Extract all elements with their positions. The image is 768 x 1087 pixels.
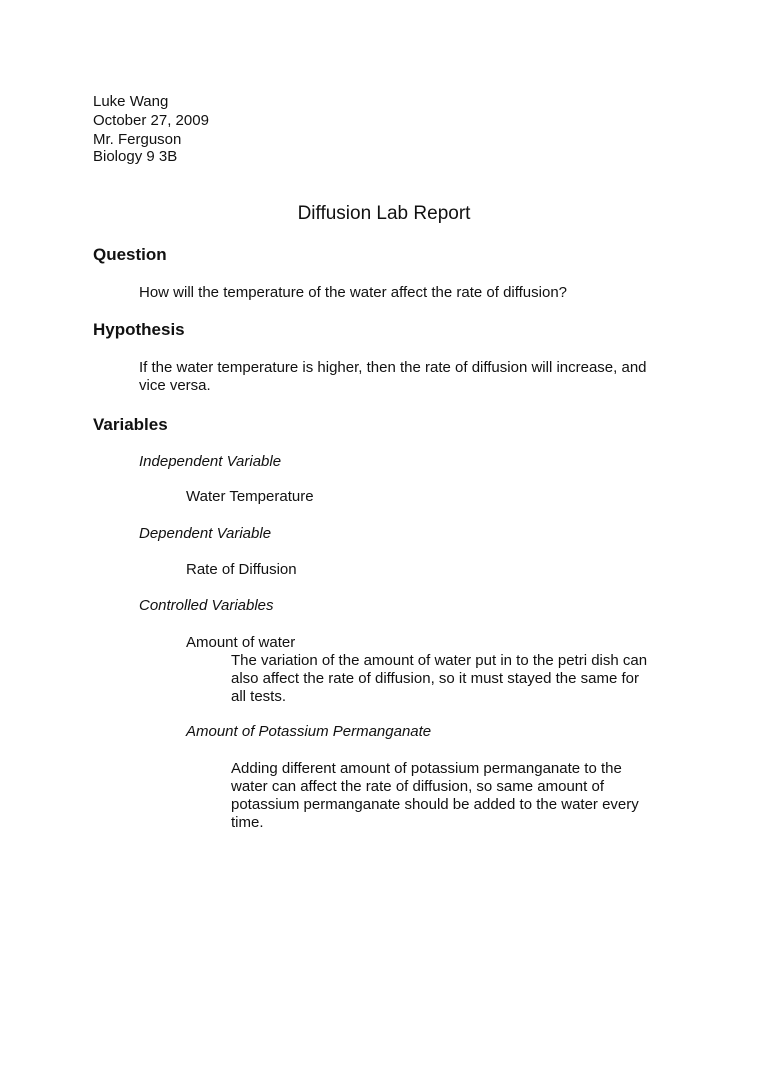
class-name: Biology 9 3B	[93, 148, 178, 165]
question-heading: Question	[93, 245, 167, 264]
hypothesis-line: If the water temperature is higher, then the rate of diffusion will increase, and	[139, 359, 647, 376]
document-title	[0, 203, 768, 225]
question-text: How will the temperature of the water affect the rate of diffusion?	[139, 284, 568, 301]
controlled-variable-line: Adding different amount of potassium permanganate to the	[231, 760, 622, 777]
controlled-variable-line: all tests.	[231, 688, 287, 705]
author-name: Luke Wang	[93, 93, 169, 110]
controlled-variable-line: time.	[231, 814, 264, 831]
controlled-variable-line: potassium permanganate should be added to the water every	[231, 796, 639, 813]
controlled-variables-label: Controlled Variables	[139, 597, 274, 614]
controlled-variable-name: Amount of Potassium Permanganate	[186, 723, 432, 740]
controlled-variable-line: also affect the rate of diffusion, so it must stayed the same for	[231, 670, 639, 687]
dependent-variable-value: Rate of Diffusion	[186, 561, 297, 578]
title-text: Diffusion Lab Report	[297, 203, 471, 224]
controlled-variable-name: Amount of water	[186, 634, 296, 651]
independent-variable-label: Independent Variable	[139, 453, 282, 470]
dependent-variable-label: Dependent Variable	[139, 525, 272, 542]
report-date: October 27, 2009	[93, 112, 209, 129]
variables-heading: Variables	[93, 415, 168, 434]
hypothesis-heading: Hypothesis	[93, 320, 185, 339]
controlled-variable-line: The variation of the amount of water put in to the petri dish can	[231, 652, 648, 669]
controlled-variable-line: water can affect the rate of diffusion, so same amount of	[231, 778, 604, 795]
hypothesis-line: vice versa.	[139, 377, 211, 394]
teacher-name: Mr. Ferguson	[93, 131, 182, 148]
independent-variable-value: Water Temperature	[186, 488, 314, 505]
